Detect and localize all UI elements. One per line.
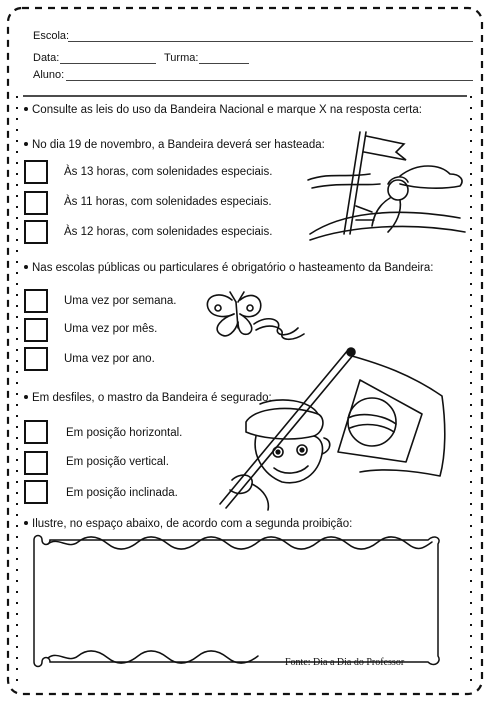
turma-label: Turma:: [164, 52, 199, 64]
escola-label: Escola:: [33, 30, 70, 42]
boy-with-flag-illustration: [210, 344, 460, 512]
checkbox-q1-opt1[interactable]: [24, 160, 48, 184]
drawing-area[interactable]: [38, 546, 436, 650]
bullet-icon: [24, 395, 28, 399]
boy-hoisting-flag-illustration: [300, 122, 472, 247]
question-1: [24, 139, 325, 151]
checkbox-q2-opt1[interactable]: [24, 289, 48, 313]
bullet-icon: [24, 521, 28, 525]
instruction-text: Consulte as leis do uso da Bandeira Nacional e marque X na resposta certa:: [32, 104, 422, 116]
aluno-label: Aluno:: [33, 69, 65, 81]
q2-option-3: Uma vez por ano.: [64, 353, 155, 365]
checkbox-q3-opt1[interactable]: [24, 420, 48, 444]
aluno-line[interactable]: [66, 80, 473, 81]
question-2-text: Nas escolas públicas ou particulares é obrigatório o hasteamento da Bandeira:: [32, 262, 434, 274]
q1-option-1: Às 13 horas, com solenidades especiais.: [64, 166, 273, 178]
q3-option-3: Em posição inclinada.: [66, 487, 178, 499]
q1-option-2: Às 11 horas, com solenidades especiais.: [64, 196, 272, 208]
turma-line[interactable]: [199, 63, 249, 64]
question-2: [24, 262, 433, 274]
checkbox-q3-opt3[interactable]: [24, 480, 48, 504]
checkbox-q2-opt2[interactable]: [24, 318, 48, 342]
checkbox-q3-opt2[interactable]: [24, 451, 48, 475]
bullet-icon: [24, 107, 28, 111]
q2-option-2: Uma vez por mês.: [64, 323, 158, 335]
q1-option-3: Às 12 horas, com solenidades especiais.: [64, 226, 273, 238]
data-line[interactable]: [60, 63, 156, 64]
q3-option-2: Em posição vertical.: [66, 456, 169, 468]
bullet-icon: [24, 265, 28, 269]
illustrate-text: Ilustre, no espaço abaixo, de acordo com a segunda proibição:: [32, 518, 353, 530]
checkbox-q1-opt3[interactable]: [24, 220, 48, 244]
instruction: [24, 104, 422, 116]
butterfly-illustration: [198, 288, 310, 348]
bullet-icon: [24, 142, 28, 146]
data-label: Data:: [33, 52, 60, 64]
illustrate-prompt: [24, 518, 352, 530]
question-1-text: No dia 19 de novembro, a Bandeira deverá ser hasteada:: [32, 139, 325, 151]
question-3-text: Em desfiles, o mastro da Bandeira é segurado:: [32, 392, 272, 404]
q3-option-1: Em posição horizontal.: [66, 427, 183, 439]
q2-option-1: Uma vez por semana.: [64, 295, 177, 307]
escola-line[interactable]: [68, 41, 473, 42]
checkbox-q2-opt3[interactable]: [24, 347, 48, 371]
checkbox-q1-opt2[interactable]: [24, 191, 48, 215]
source-credit: Fonte: Dia a Dia do Professor: [285, 657, 405, 668]
